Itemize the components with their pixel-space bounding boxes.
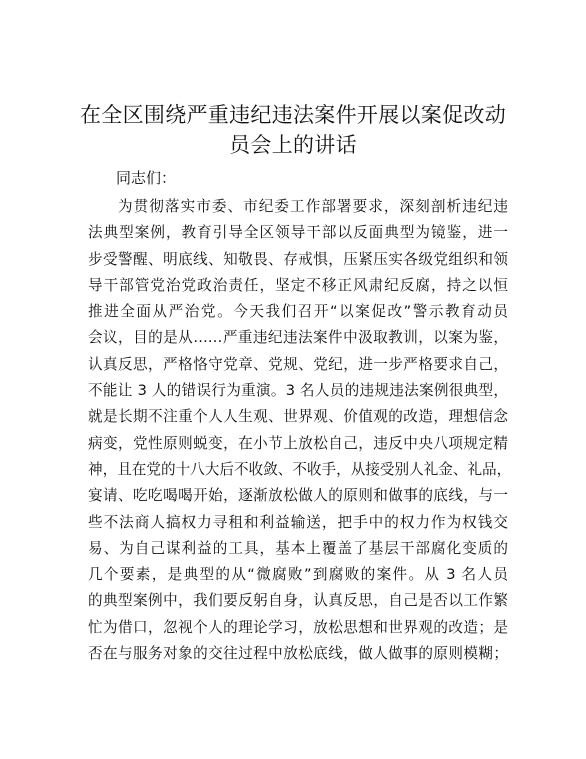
body-line-15: 几个要素，是典型的从“微腐败”到腐败的案件。从 3 名人员: [88, 566, 508, 584]
body-line-6: 会议，目的是从……严重违纪违法案件中汲取教训，以案为鉴，: [88, 329, 508, 347]
body-line-3: 步受警醒、明底线、知敬畏、存戒惧，压紧压实各级党组织和领: [88, 250, 508, 268]
body-line-4: 导干部管党治党政治责任，坚定不移正风肃纪反腐，持之以恒: [88, 276, 508, 294]
body-line-16: 的典型案例中，我们要反躬自身，认真反思，自己是否以工作繁: [88, 592, 508, 610]
body-line-13: 些不法商人搞权力寻租和利益输送，把手中的权力作为权钱交: [88, 513, 508, 531]
body-line-10: 病变，党性原则蜕变，在小节上放松自己，违反中央八项规定精: [88, 434, 508, 452]
body-line-1: 为贯彻落实市委、市纪委工作部署要求，深刻剖析违纪违: [118, 198, 508, 215]
body-line-7: 认真反思，严格恪守党章、党规、党纪，进一步严格要求自己，: [88, 355, 508, 373]
body-line-18: 否在与服务对象的交往过程中放松底线，做人做事的原则模糊；: [88, 645, 508, 663]
document-title: [60, 100, 526, 160]
body-line-9: 就是长期不注重个人人生观、世界观、价值观的改造，理想信念: [88, 408, 508, 426]
body-line-2: 法典型案例，教育引导全区领导干部以反面典型为镜鉴，进一: [88, 224, 508, 242]
body-line-17: 忙为借口，忽视个人的理论学习，放松思想和世界观的改造；是: [88, 618, 508, 636]
body-line-5: 推进全面从严治党。今天我们召开“以案促改”警示教育动员: [88, 303, 508, 321]
body-line-8: 不能让 3 人的错误行为重演。3 名人员的违规违法案例很典型，: [88, 382, 508, 400]
title-line-1: 在全区围绕严重违纪违法案件开展以案促改动: [80, 103, 506, 127]
body-line-12: 宴请、吃吃喝喝开始，逐渐放松做人的原则和做事的底线，与一: [88, 487, 508, 505]
body-paragraph: [88, 194, 512, 667]
body-line-14: 易、为自己谋利益的工具，基本上覆盖了基层干部腐化变质的: [88, 539, 508, 557]
body-line-11: 神，且在党的十八大后不收敛、不收手，从接受别人礼金、礼品，: [88, 460, 512, 478]
title-line-2: 员会上的讲话: [229, 133, 357, 157]
salutation: 同志们：: [116, 169, 177, 187]
